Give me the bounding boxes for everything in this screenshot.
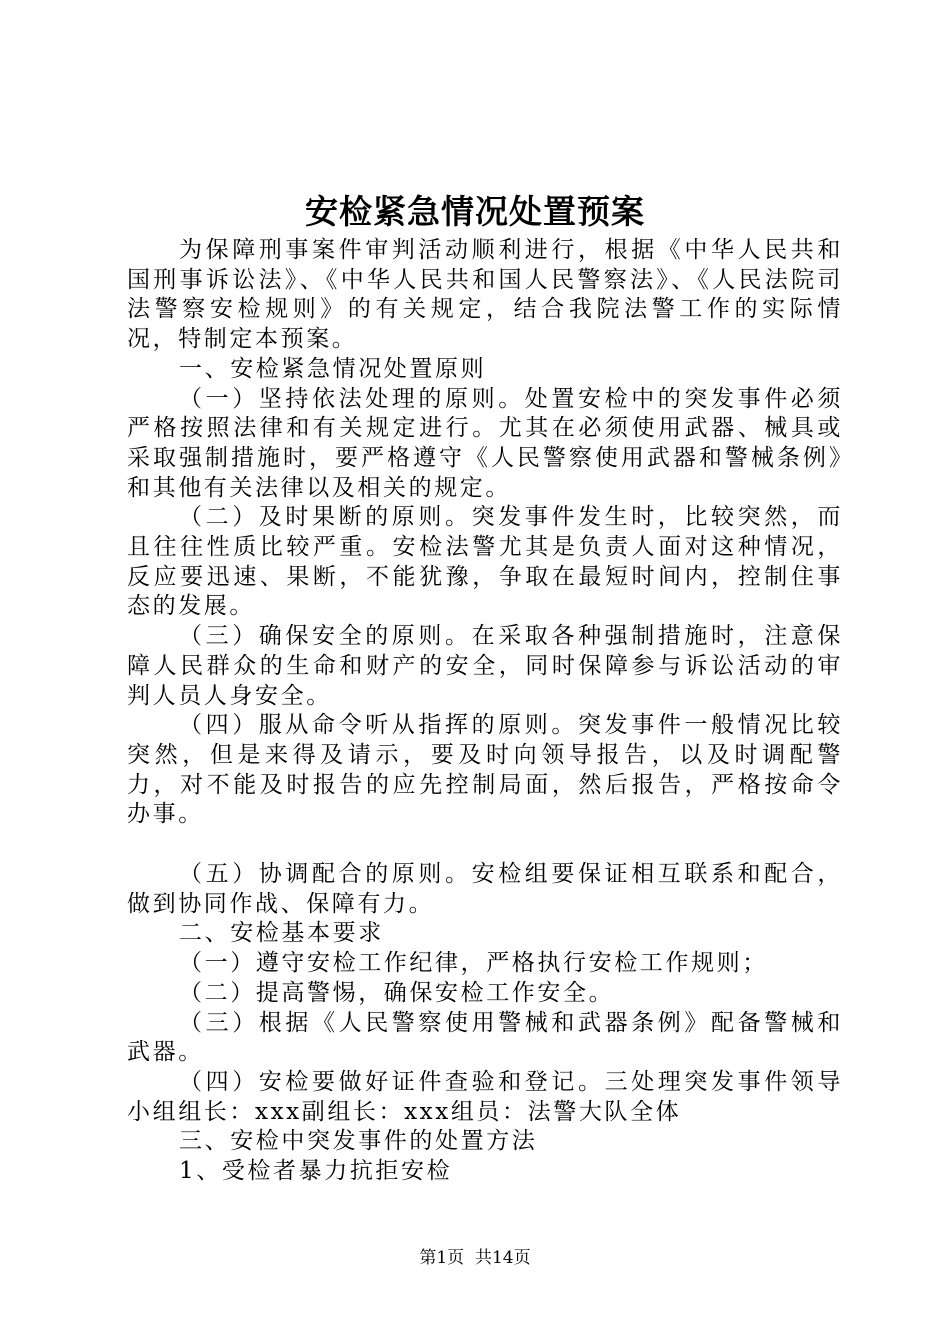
requirement-item-2: （二）提高警惕，确保安检工作安全。 [179,979,615,1006]
requirement-item-1: （一）遵守安检工作纪律，严格执行安检工作规则； [179,950,768,977]
method-item-1: 1、受检者暴力抗拒安检 [179,1158,453,1185]
document-title: 安检紧急情况处置预案 [305,192,645,231]
principle-paragraph-4: （四）服从命令听从指挥的原则。突发事件一般情况比较突然，但是来得及请示，要及时向领导报告，以及时调配警力，对不能及时报告的应先控制局面，然后报告，严格按命令办事。 [127,712,843,828]
requirement-item-4: （四）安检要做好证件查验和登记。三处理突发事件领导小组组长：xxx副组长：xxx组员：法警大队全体 [127,1068,843,1125]
principle-paragraph-5: （五）协调配合的原则。安检组要保证相互联系和配合，做到协同作战、保障有力。 [127,861,843,917]
section-heading-3: 三、安检中突发事件的处置方法 [179,1128,538,1155]
intro-paragraph: 为保障刑事案件审判活动顺利进行，根据《中华人民共和国刑事诉讼法》、《中华人民共和国人民警察法》、《人民法院司法警察安检规则》的有关规定，结合我院法警工作的实际情况，特制定本预案。 [127,237,843,353]
section-heading-2: 二、安检基本要求 [179,920,384,947]
principle-paragraph-3: （三）确保安全的原则。在采取各种强制措施时，注意保障人民群众的生命和财产的安全，同时保障参与诉讼活动的审判人员人身安全。 [127,623,843,709]
document-body [127,236,843,1187]
page-footer [0,1243,950,1268]
principle-paragraph-1: （一）坚持依法处理的原则。处置安检中的突发事件必须严格按照法律和有关规定进行。尤其在必须使用武器、械具或采取强制措施时，要严格遵守《人民警察使用武器和警械条例》和其他有关法律以及相关的规定。 [127,385,843,501]
requirement-item-3: （三）根据《人民警察使用警械和武器条例》配备警械和武器。 [127,1009,843,1066]
section-heading-1: 一、安检紧急情况处置原则 [179,355,487,382]
page-number: 第1页 共14页 [419,1248,531,1268]
principle-paragraph-2: （二）及时果断的原则。突发事件发生时，比较突然，而且往往性质比较严重。安检法警尤其是负责人面对这种情况，反应要迅速、果断，不能犹豫，争取在最短时间内，控制住事态的发展。 [127,504,843,620]
